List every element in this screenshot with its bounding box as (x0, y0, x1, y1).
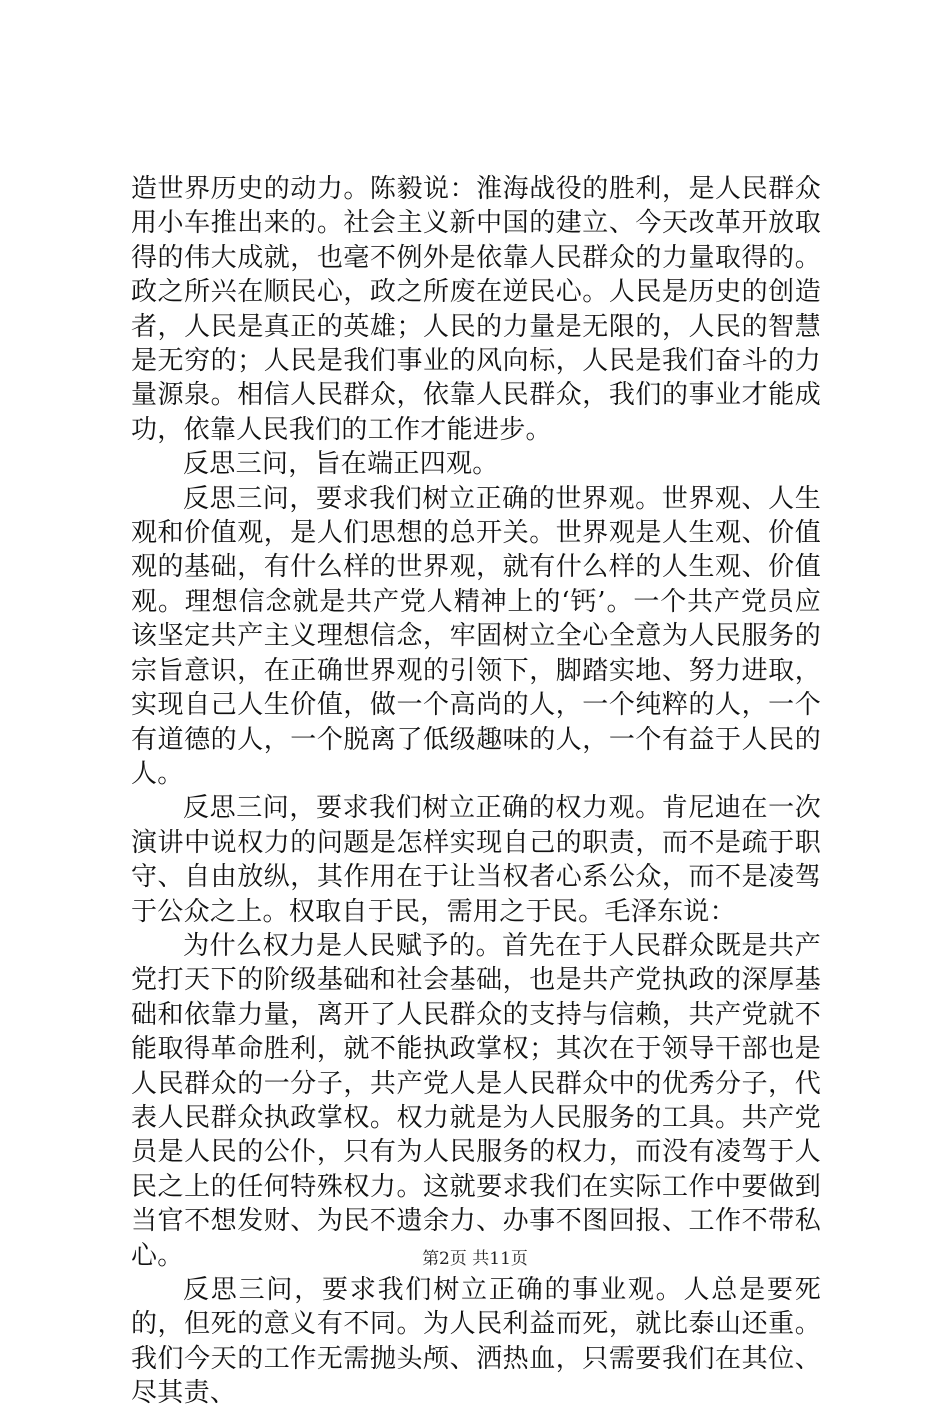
paragraph-3: 反思三问，要求我们树立正确的世界观。世界观、人生观和价值观，是人们思想的总开关。世界观是人生观、价值观的基础，有什么样的世界观，就有什么样的人生观、价值观。理想信念就是共产党人精神上的‘钙’。一个共产党员应该坚定共产主义理想信念，牢固树立全心全意为人民服务的宗旨意识，在正确世界观的引领下，脚踏实地、努力进取，实现自己人生价值，做一个高尚的人，一个纯粹的人，一个有道德的人，一个脱离了低级趣味的人，一个有益于人民的人。 (131, 483, 821, 789)
paragraph-5: 为什么权力是人民赋予的。首先在于人民群众既是共产党打天下的阶级基础和社会基础，也是共产党执政的深厚基础和依靠力量，离开了人民群众的支持与信赖，共产党就不能取得革命胜利，就不能执政掌权；其次在于领导干部也是人民群众的一分子，共产党人是人民群众中的优秀分子，代表人民群众执政掌权。权力就是为人民服务的工具。共产党员是人民的公仆，只有为人民服务的权力，而没有凌驾于人民之上的任何特殊权力。这就要求我们在实际工作中要做到当官不想发财、为民不遗余力、办事不图回报、工作不带私心。 (131, 930, 821, 1271)
paragraph-4: 反思三问，要求我们树立正确的权力观。肯尼迪在一次演讲中说权力的问题是怎样实现自己的职责，而不是疏于职守、自由放纵，其作用在于让当权者心系公众，而不是凌驾于公众之上。权取自于民，需用之于民。毛泽东说： (131, 793, 821, 927)
paragraph-1: 造世界历史的动力。陈毅说：淮海战役的胜利，是人民群众用小车推出来的。社会主义新中国的建立、今天改革开放取得的伟大成就，也毫不例外是依靠人民群众的力量取得的。政之所兴在顺民心，政之所废在逆民心。人民是历史的创造者，人民是真正的英雄；人民的力量是无限的，人民的智慧是无穷的；人民是我们事业的风向标，人民是我们奋斗的力量源泉。相信人民群众，依靠人民群众，我们的事业才能成功，依靠人民我们的工作才能进步。 (131, 174, 821, 445)
paragraph-6: 反思三问，要求我们树立正确的事业观。人总是要死的，但死的意义有不同。为人民利益而死，就比泰山还重。我们今天的工作无需抛头颅、洒热血，只需要我们在其位、尽其责、 (131, 1275, 821, 1409)
paragraph-2: 反思三问，旨在端正四观。 (183, 449, 499, 480)
page-footer: 第2页 共11页 (422, 1249, 528, 1269)
document-body (131, 172, 821, 1411)
